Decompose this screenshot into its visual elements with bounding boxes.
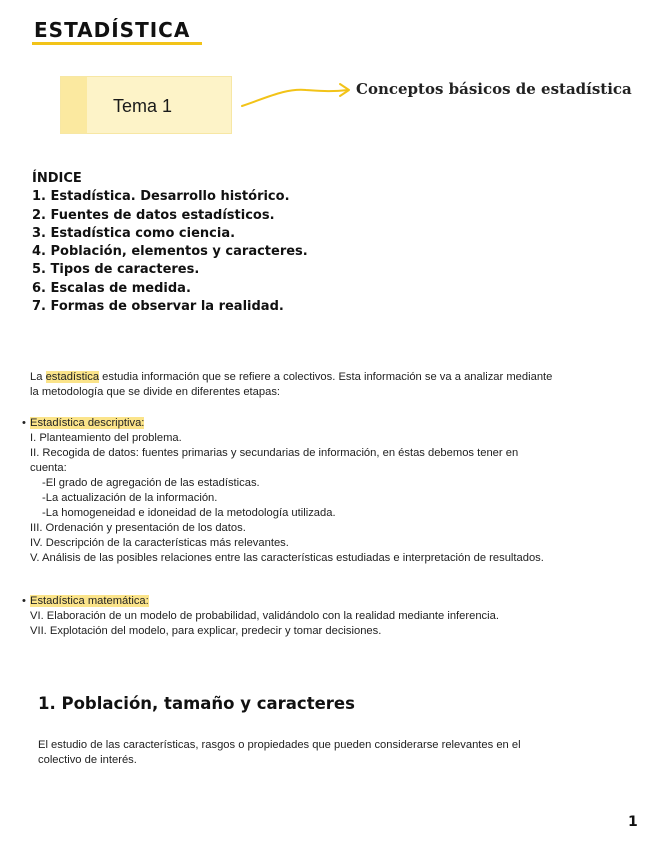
page-number: 1 (628, 814, 638, 830)
matematica-heading: Estadística matemática: (30, 595, 149, 607)
matematica-line: VII. Explotación del modelo, para explicar, predecir y tomar decisiones. (30, 625, 382, 637)
title-underline (32, 42, 202, 45)
tema-box-strip (61, 77, 87, 133)
descriptiva-subline: -El grado de agregación de las estadísticas. (42, 477, 260, 489)
index-item: 5. Tipos de caracteres. (32, 262, 200, 278)
descriptiva-section (22, 416, 544, 566)
intro-line: la metodología que se divide en diferentes etapas: (30, 386, 281, 398)
index-section (32, 170, 308, 316)
index-title: ÍNDICE (32, 171, 82, 186)
intro-line (30, 370, 552, 385)
intro-prefix: La (30, 371, 46, 383)
index-item: 7. Formas de observar la realidad. (32, 299, 284, 315)
index-item: 6. Escalas de medida. (32, 280, 191, 296)
section-line: El estudio de las características, rasgos o propiedades que pueden considerarse relevantes en el (38, 739, 521, 751)
matematica-heading-line (22, 594, 499, 609)
descriptiva-line: cuenta: (30, 462, 67, 474)
section-heading: 1. Población, tamaño y caracteres (38, 694, 355, 713)
arrow-icon (236, 80, 356, 114)
descriptiva-subline: -La actualización de la información. (42, 492, 218, 504)
matematica-section (22, 594, 499, 639)
section-line: colectivo de interés. (38, 754, 137, 766)
document-title: ESTADÍSTICA (34, 18, 191, 42)
tema-box (60, 76, 232, 134)
tema-concept: Conceptos básicos de estadística (356, 80, 632, 98)
intro-rest: estudia información que se refiere a colectivos. Esta información se va a analizar mediante (99, 371, 553, 383)
descriptiva-line: V. Análisis de las posibles relaciones entre las características estudiadas e interpretación de resultados. (30, 552, 544, 564)
tema-label: Tema 1 (113, 96, 173, 116)
bullet-icon: • (22, 595, 26, 607)
index-item: 1. Estadística. Desarrollo histórico. (32, 189, 290, 205)
index-item: 4. Población, elementos y caracteres. (32, 244, 308, 260)
intro-paragraph (30, 370, 552, 400)
index-item: 2. Fuentes de datos estadísticos. (32, 207, 275, 223)
descriptiva-line: III. Ordenación y presentación de los datos. (30, 522, 246, 534)
intro-highlight: estadística (45, 371, 100, 383)
descriptiva-heading: Estadística descriptiva: (30, 417, 145, 429)
bullet-icon: • (22, 417, 26, 429)
descriptiva-line: IV. Descripción de la características más relevantes. (30, 537, 289, 549)
descriptiva-heading-line (22, 416, 544, 431)
section-paragraph (38, 738, 521, 768)
descriptiva-subline: -La homogeneidad e idoneidad de la metodología utilizada. (42, 507, 336, 519)
descriptiva-line: II. Recogida de datos: fuentes primarias y secundarias de información, en éstas debemos tener en (30, 447, 519, 459)
matematica-line: VI. Elaboración de un modelo de probabilidad, validándolo con la realidad mediante inferencia. (30, 610, 499, 622)
index-item: 3. Estadística como ciencia. (32, 225, 236, 241)
descriptiva-line: I. Planteamiento del problema. (30, 432, 182, 444)
